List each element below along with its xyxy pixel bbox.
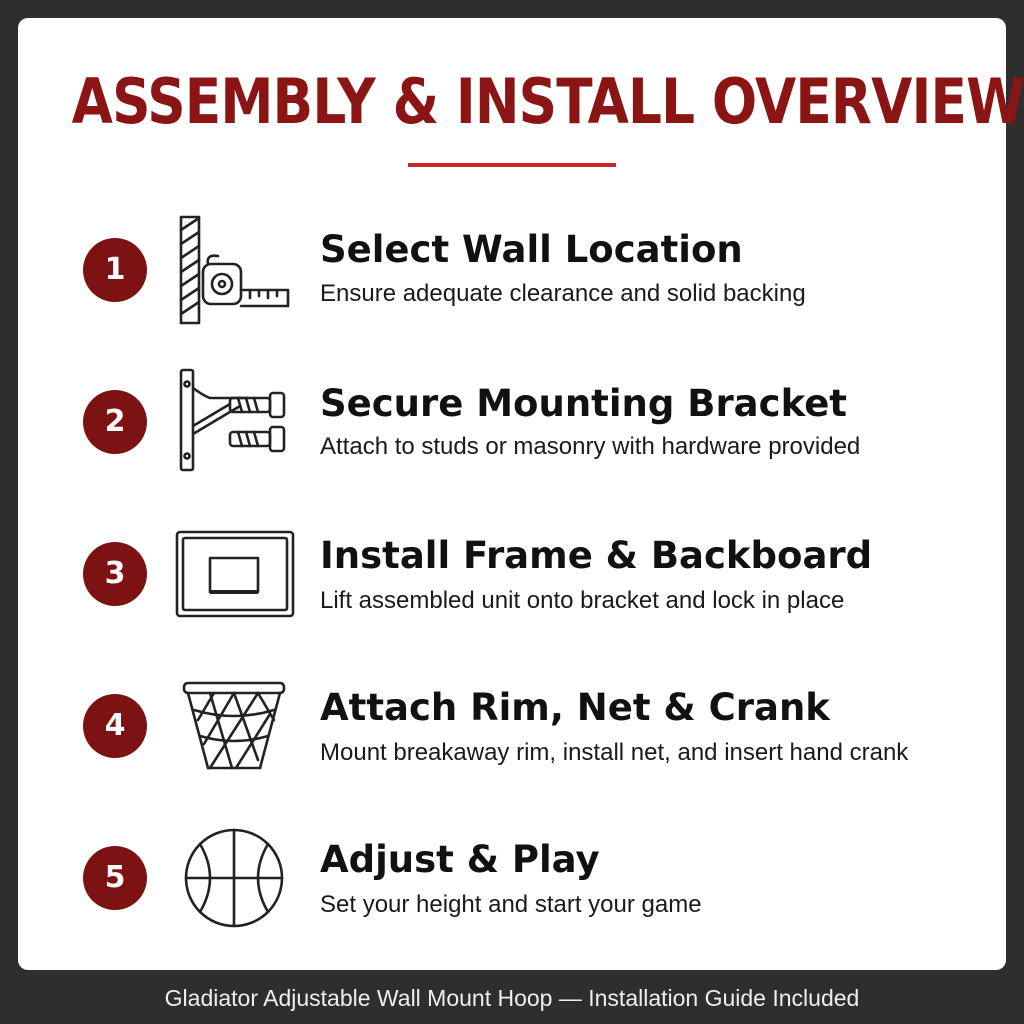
wall-tape-measure-icon — [170, 212, 295, 327]
step-title: Secure Mounting Bracket — [320, 382, 847, 425]
step-description: Ensure adequate clearance and solid backing — [320, 280, 806, 307]
title-underline — [408, 163, 616, 167]
step-2 — [0, 348, 1024, 498]
step-description: Attach to studs or masonry with hardware provided — [320, 433, 861, 460]
step-number-badge: 5 — [83, 846, 147, 910]
step-3 — [0, 500, 1024, 650]
step-title: Adjust & Play — [320, 838, 600, 881]
step-description: Set your height and start your game — [320, 891, 702, 918]
page-title: ASSEMBLY & INSTALL OVERVIEW — [71, 65, 1024, 138]
step-number-badge: 1 — [83, 238, 147, 302]
step-number-badge: 2 — [83, 390, 147, 454]
step-description: Lift assembled unit onto bracket and lock in place — [320, 587, 845, 614]
footer-caption: Gladiator Adjustable Wall Mount Hoop — Installation Guide Included — [164, 985, 860, 1011]
step-title: Select Wall Location — [320, 228, 743, 271]
backboard-icon — [170, 530, 295, 620]
rim-net-icon — [170, 680, 295, 772]
mounting-bracket-bolts-icon — [170, 366, 295, 476]
step-number-badge: 3 — [83, 542, 147, 606]
step-description: Mount breakaway rim, install net, and insert hand crank — [320, 739, 909, 766]
step-4 — [0, 652, 1024, 802]
step-number-badge: 4 — [83, 694, 147, 758]
step-title: Install Frame & Backboard — [320, 534, 873, 577]
step-5 — [0, 804, 1024, 954]
step-1 — [0, 196, 1024, 346]
basketball-icon — [170, 826, 295, 930]
step-title: Attach Rim, Net & Crank — [320, 686, 830, 729]
